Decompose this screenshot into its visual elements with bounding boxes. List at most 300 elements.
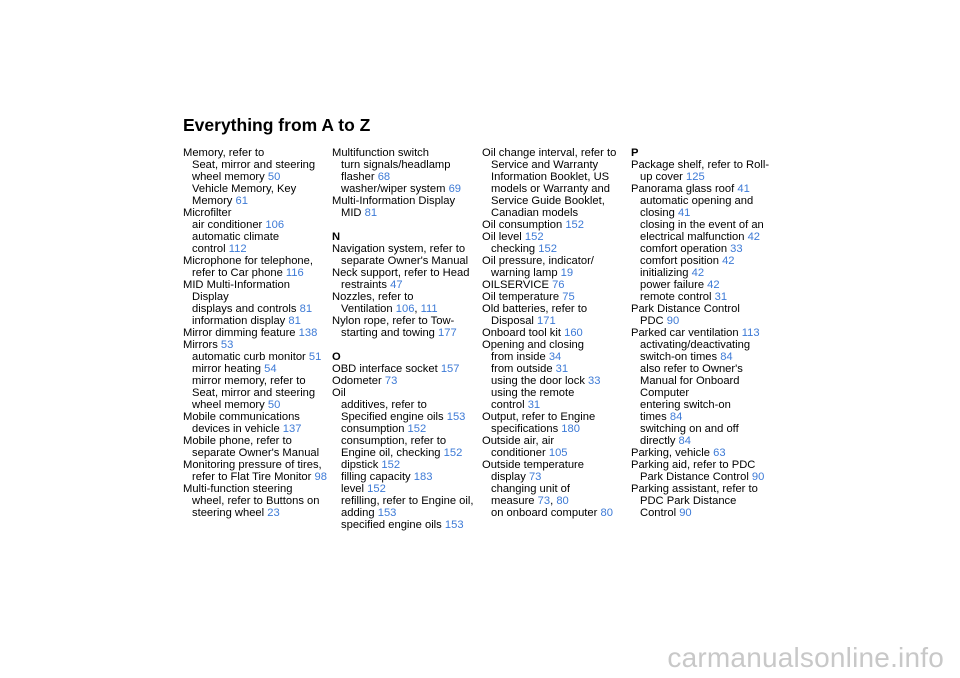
entry-text: Mobile phone, refer to bbox=[183, 435, 292, 447]
entry-text: activating/deactivating bbox=[640, 339, 751, 351]
page-link[interactable]: 125 bbox=[686, 171, 705, 183]
index-subentry bbox=[183, 375, 329, 387]
page-link[interactable]: 31 bbox=[714, 291, 728, 303]
index-subentry bbox=[631, 171, 777, 183]
index-subentry bbox=[482, 171, 628, 183]
entry-text: directly bbox=[640, 435, 676, 447]
entry-text: warning lamp bbox=[491, 267, 558, 279]
entry-text: PDC bbox=[640, 315, 664, 327]
entry-text: starting and towing bbox=[341, 327, 435, 339]
index-entry bbox=[332, 315, 478, 327]
page-link[interactable]: 42 bbox=[722, 255, 735, 267]
page-link[interactable]: 41 bbox=[677, 207, 691, 219]
entry-text: Display bbox=[192, 291, 229, 303]
index-entry bbox=[631, 447, 777, 459]
page-link[interactable]: 50 bbox=[267, 399, 281, 411]
index-entry bbox=[482, 279, 628, 291]
entry-text: Odometer bbox=[332, 375, 382, 387]
entry-text: Opening and closing bbox=[482, 339, 585, 351]
section-letter bbox=[332, 351, 478, 363]
index-subentry bbox=[183, 219, 329, 231]
page-title: Everything from A to Z bbox=[183, 115, 371, 135]
index-subentry bbox=[631, 411, 777, 423]
page-link[interactable]: 63 bbox=[713, 447, 726, 459]
entry-text: Information Booklet, US bbox=[491, 171, 610, 183]
entry-text: specifications bbox=[491, 423, 559, 435]
entry-text: Specified engine oils bbox=[341, 411, 444, 423]
page-link[interactable]: 113 bbox=[741, 327, 760, 339]
entry-text: air conditioner bbox=[192, 219, 263, 231]
entry-text: dipstick bbox=[341, 459, 379, 471]
index-entry bbox=[183, 411, 329, 423]
index-subentry bbox=[631, 507, 777, 519]
entry-text: wheel, refer to Buttons on bbox=[192, 495, 320, 507]
entry-text: OILSERVICE bbox=[482, 279, 549, 291]
page-link[interactable]: 33 bbox=[730, 243, 743, 255]
index-subentry bbox=[631, 399, 777, 411]
entry-text: comfort position bbox=[640, 255, 719, 267]
entry-text: electrical malfunction bbox=[640, 231, 745, 243]
entry-text: MID bbox=[341, 207, 362, 219]
index-subentry bbox=[332, 435, 478, 447]
page-link[interactable]: 153 bbox=[446, 411, 466, 423]
page-link[interactable]: 73 bbox=[384, 375, 398, 387]
index-entry bbox=[482, 231, 628, 243]
entry-text: checking bbox=[491, 243, 536, 255]
entry-text: Package shelf, refer to Roll- bbox=[631, 159, 770, 171]
index-subentry bbox=[332, 279, 478, 291]
page-link[interactable]: 152 bbox=[538, 243, 557, 255]
entry-text: changing unit of bbox=[491, 483, 570, 495]
page-link[interactable]: 152 bbox=[381, 459, 401, 471]
entry-text: Microphone for telephone, bbox=[183, 255, 313, 267]
index-subentry bbox=[183, 195, 329, 207]
entry-text: Microfilter bbox=[183, 207, 232, 219]
page-link[interactable]: 153 bbox=[444, 519, 464, 531]
index-subentry bbox=[183, 243, 329, 255]
page-link[interactable]: 75 bbox=[562, 291, 575, 303]
index-entry bbox=[631, 303, 777, 315]
entry-text: O bbox=[332, 351, 341, 363]
index-entry bbox=[631, 483, 777, 495]
page-link[interactable]: 42 bbox=[707, 279, 720, 291]
index-subentry bbox=[332, 207, 478, 219]
page-link[interactable]: 53 bbox=[220, 339, 234, 351]
index-subentry bbox=[183, 399, 329, 411]
index-entry bbox=[332, 375, 478, 387]
entry-text: devices in vehicle bbox=[192, 423, 280, 435]
index-entry bbox=[332, 243, 478, 255]
entry-text: Output, refer to Engine bbox=[482, 411, 596, 423]
index-subentry bbox=[631, 267, 777, 279]
index-entry bbox=[332, 147, 478, 159]
page-link[interactable]: 105 bbox=[548, 447, 568, 459]
page-link[interactable]: 50 bbox=[267, 171, 281, 183]
index-subentry bbox=[631, 387, 777, 399]
index-subentry bbox=[183, 423, 329, 435]
entry-text: Seat, mirror and steering bbox=[192, 387, 316, 399]
index-entry bbox=[482, 435, 628, 447]
entry-text: filling capacity bbox=[341, 471, 411, 483]
index-subentry bbox=[332, 255, 478, 267]
index-subentry bbox=[332, 423, 478, 435]
index-entry bbox=[183, 279, 329, 291]
entry-text: Oil pressure, indicator/ bbox=[482, 255, 594, 267]
entry-text: P bbox=[631, 147, 639, 159]
index-subentry bbox=[631, 423, 777, 435]
page-link[interactable]: 157 bbox=[440, 363, 460, 375]
index-subentry bbox=[183, 183, 329, 195]
entry-text: on onboard computer bbox=[491, 507, 598, 519]
entry-text: Multifunction switch bbox=[332, 147, 429, 159]
page-link[interactable]: 153 bbox=[377, 507, 397, 519]
page-link[interactable]: 106 bbox=[265, 219, 285, 231]
entry-text: additives, refer to bbox=[341, 399, 427, 411]
entry-text: OBD interface socket bbox=[332, 363, 438, 375]
index-subentry bbox=[482, 159, 628, 171]
index-entry bbox=[332, 195, 478, 207]
index-subentry bbox=[482, 471, 628, 483]
index-subentry bbox=[631, 375, 777, 387]
entry-text: information display bbox=[192, 315, 286, 327]
index-column-2 bbox=[332, 147, 478, 531]
entry-text: Oil change interval, refer to bbox=[482, 147, 617, 159]
entry-text: measure bbox=[491, 495, 535, 507]
index-subentry bbox=[183, 171, 329, 183]
entry-text: Park Distance Control bbox=[631, 303, 740, 315]
entry-text: wheel memory bbox=[192, 171, 265, 183]
page-link[interactable]: 80 bbox=[556, 495, 569, 507]
page-link[interactable]: 112 bbox=[228, 243, 247, 255]
index-subentry bbox=[631, 351, 777, 363]
page-link[interactable]: 106 bbox=[395, 303, 415, 315]
entry-text: flasher bbox=[341, 171, 375, 183]
entry-text: restraints bbox=[341, 279, 388, 291]
entry-text: models or Warranty and bbox=[491, 183, 610, 195]
entry-text: using the door lock bbox=[491, 375, 585, 387]
index-subentry bbox=[482, 363, 628, 375]
index-entry bbox=[183, 255, 329, 267]
entry-text: switching on and off bbox=[640, 423, 739, 435]
index-subentry bbox=[482, 423, 628, 435]
index-subentry bbox=[631, 195, 777, 207]
index-subentry bbox=[183, 495, 329, 507]
entry-text: Parking, vehicle bbox=[631, 447, 710, 459]
entry-text: closing bbox=[640, 207, 675, 219]
page-link[interactable]: 98 bbox=[314, 471, 327, 483]
index-subentry bbox=[631, 207, 777, 219]
index-subentry bbox=[183, 387, 329, 399]
entry-text: Parked car ventilation bbox=[631, 327, 739, 339]
index-subentry bbox=[482, 387, 628, 399]
entry-text: Control bbox=[640, 507, 677, 519]
index-subentry bbox=[332, 507, 478, 519]
entry-text: PDC Park Distance bbox=[640, 495, 737, 507]
page-link[interactable]: 42 bbox=[691, 267, 705, 279]
entry-text: Parking aid, refer to PDC bbox=[631, 459, 756, 471]
entry-text: control bbox=[491, 399, 525, 411]
page-link[interactable]: 152 bbox=[407, 423, 427, 435]
index-column-3 bbox=[482, 147, 628, 519]
index-subentry bbox=[482, 315, 628, 327]
entry-text: Memory bbox=[192, 195, 233, 207]
entry-text: washer/wiper system bbox=[341, 183, 446, 195]
index-subentry bbox=[332, 495, 478, 507]
index-entry bbox=[183, 207, 329, 219]
index-subentry bbox=[631, 363, 777, 375]
entry-text: using the remote bbox=[491, 387, 575, 399]
index-subentry bbox=[183, 507, 329, 519]
index-entry bbox=[482, 303, 628, 315]
entry-text: automatic curb monitor bbox=[192, 351, 306, 363]
index-entry bbox=[332, 387, 478, 399]
entry-text: Neck support, refer to Head bbox=[332, 267, 470, 279]
page-link[interactable]: 73 bbox=[537, 495, 551, 507]
page-link[interactable]: 152 bbox=[565, 219, 584, 231]
page-link[interactable]: 61 bbox=[235, 195, 248, 207]
index-subentry bbox=[482, 207, 628, 219]
page-link[interactable]: 19 bbox=[560, 267, 574, 279]
index-subentry bbox=[482, 507, 628, 519]
page-link[interactable]: 69 bbox=[448, 183, 462, 195]
page-link[interactable]: 90 bbox=[666, 315, 680, 327]
entry-text: Onboard tool kit bbox=[482, 327, 561, 339]
page-link[interactable]: 171 bbox=[537, 315, 556, 327]
entry-text: Vehicle Memory, Key bbox=[192, 183, 297, 195]
index-subentry bbox=[631, 435, 777, 447]
entry-text: Oil consumption bbox=[482, 219, 563, 231]
index-subentry bbox=[183, 291, 329, 303]
index-entry bbox=[183, 459, 329, 471]
index-entry bbox=[332, 363, 478, 375]
entry-text: level bbox=[341, 483, 365, 495]
index-entry bbox=[482, 219, 628, 231]
entry-text: refer to Car phone bbox=[192, 267, 283, 279]
entry-text: Multi-Information Display bbox=[332, 195, 456, 207]
page-link[interactable]: 177 bbox=[438, 327, 457, 339]
index-subentry bbox=[631, 219, 777, 231]
page-link[interactable]: 90 bbox=[751, 471, 765, 483]
index-subentry bbox=[332, 483, 478, 495]
index-subentry bbox=[183, 315, 329, 327]
page-link[interactable]: 152 bbox=[443, 447, 463, 459]
page-link[interactable]: 180 bbox=[561, 423, 580, 435]
index-subentry bbox=[631, 315, 777, 327]
page-link[interactable]: 31 bbox=[527, 399, 541, 411]
page-link[interactable]: 81 bbox=[288, 315, 301, 327]
entry-text: initializing bbox=[640, 267, 689, 279]
entry-text: Multi-function steering bbox=[183, 483, 293, 495]
entry-text: Panorama glass roof bbox=[631, 183, 735, 195]
section-letter bbox=[332, 231, 478, 243]
entry-text: consumption, refer to bbox=[341, 435, 447, 447]
index-subentry bbox=[631, 471, 777, 483]
index-entry bbox=[482, 255, 628, 267]
entry-text: Service Guide Booklet, bbox=[491, 195, 605, 207]
index-subentry: Ventilation 106, 111 bbox=[341, 303, 438, 315]
entry-text: N bbox=[332, 231, 341, 243]
index-entry bbox=[482, 339, 628, 351]
entry-text: adding bbox=[341, 507, 375, 519]
index-subentry bbox=[482, 483, 628, 495]
entry-text: separate Owner's Manual bbox=[192, 447, 320, 459]
watermark: carmanualsonline.info bbox=[667, 642, 944, 673]
index-column-4 bbox=[631, 147, 777, 519]
index-subentry bbox=[482, 351, 628, 363]
entry-text: power failure bbox=[640, 279, 705, 291]
entry-text: Old batteries, refer to bbox=[482, 303, 588, 315]
index-subentry bbox=[482, 447, 628, 459]
entry-text: Nozzles, refer to bbox=[332, 291, 414, 303]
index-subentry bbox=[332, 327, 478, 339]
index-subentry: measure 73, 80 bbox=[491, 495, 569, 507]
page-link[interactable]: 81 bbox=[299, 303, 313, 315]
section-gap bbox=[332, 219, 478, 231]
page-link[interactable]: 138 bbox=[298, 327, 318, 339]
index-subentry bbox=[332, 447, 478, 459]
entry-text: Park Distance Control bbox=[640, 471, 749, 483]
page-link[interactable]: 84 bbox=[720, 351, 733, 363]
index-subentry bbox=[332, 519, 478, 531]
page-link[interactable]: 47 bbox=[390, 279, 403, 291]
index-subentry bbox=[631, 291, 777, 303]
entry-text: Computer bbox=[640, 387, 690, 399]
entry-text: mirror heating bbox=[192, 363, 262, 375]
index-entry bbox=[482, 147, 628, 159]
index-subentry bbox=[631, 231, 777, 243]
entry-text: from outside bbox=[491, 363, 553, 375]
page-link[interactable]: 152 bbox=[367, 483, 386, 495]
page-link[interactable]: 152 bbox=[524, 231, 544, 243]
entry-text: Mobile communications bbox=[183, 411, 300, 423]
page-link[interactable]: 34 bbox=[548, 351, 562, 363]
page-link[interactable]: 116 bbox=[285, 267, 304, 279]
index-column-1 bbox=[183, 147, 329, 519]
entry-text: wheel memory bbox=[192, 399, 265, 411]
index-subentry bbox=[332, 171, 478, 183]
page-link[interactable]: 111 bbox=[420, 303, 438, 315]
entry-text: display bbox=[491, 471, 526, 483]
index-subentry bbox=[631, 255, 777, 267]
index-subentry bbox=[183, 447, 329, 459]
index-subentry bbox=[183, 159, 329, 171]
index-subentry bbox=[183, 351, 329, 363]
entry-text: separate Owner's Manual bbox=[341, 255, 469, 267]
page-link[interactable]: 137 bbox=[282, 423, 302, 435]
page-link[interactable]: 160 bbox=[564, 327, 583, 339]
index-subentry bbox=[482, 267, 628, 279]
index-subentry bbox=[183, 303, 329, 315]
index-entry bbox=[183, 147, 329, 159]
page-link[interactable]: 68 bbox=[377, 171, 391, 183]
entry-text: mirror memory, refer to bbox=[192, 375, 306, 387]
entry-text: switch-on times bbox=[640, 351, 718, 363]
page-link[interactable]: 42 bbox=[747, 231, 761, 243]
page-link[interactable]: 183 bbox=[413, 471, 433, 483]
index-entry bbox=[482, 459, 628, 471]
entry-text: turn signals/headlamp bbox=[341, 159, 451, 171]
index-subentry bbox=[631, 339, 777, 351]
page-link[interactable]: 81 bbox=[364, 207, 378, 219]
index-entry bbox=[183, 483, 329, 495]
index-subentry bbox=[183, 471, 329, 483]
entry-text: Manual for Onboard bbox=[640, 375, 740, 387]
index-subentry bbox=[482, 183, 628, 195]
index-subentry bbox=[332, 159, 478, 171]
entry-text: Navigation system, refer to bbox=[332, 243, 466, 255]
page-link[interactable]: 76 bbox=[552, 279, 565, 291]
entry-text: Mirrors bbox=[183, 339, 218, 351]
entry-text: entering switch-on bbox=[640, 399, 731, 411]
index-entry bbox=[631, 327, 777, 339]
entry-text: Mirror dimming feature bbox=[183, 327, 296, 339]
entry-text: displays and controls bbox=[192, 303, 297, 315]
entry-text: Outside air, air bbox=[482, 435, 555, 447]
entry-text: Service and Warranty bbox=[491, 159, 599, 171]
section-gap bbox=[332, 339, 478, 351]
index-entry bbox=[631, 459, 777, 471]
index-subentry bbox=[482, 195, 628, 207]
page-link[interactable]: 84 bbox=[678, 435, 691, 447]
entry-text: MID Multi-Information bbox=[183, 279, 290, 291]
page-link[interactable]: 73 bbox=[528, 471, 542, 483]
entry-text: remote control bbox=[640, 291, 712, 303]
index-subentry bbox=[332, 459, 478, 471]
entry-text: Engine oil, checking bbox=[341, 447, 441, 459]
index-entry bbox=[482, 327, 628, 339]
index-subentry bbox=[183, 363, 329, 375]
section-letter bbox=[631, 147, 777, 159]
entry-text: specified engine oils bbox=[341, 519, 442, 531]
entry-text: Memory, refer to bbox=[183, 147, 265, 159]
entry-text: times bbox=[640, 411, 667, 423]
page-link[interactable]: 31 bbox=[555, 363, 569, 375]
entry-text: Canadian models bbox=[491, 207, 579, 219]
entry-text: automatic climate bbox=[192, 231, 280, 243]
entry-text: Seat, mirror and steering bbox=[192, 159, 316, 171]
entry-text: up cover bbox=[640, 171, 683, 183]
index-entry bbox=[482, 411, 628, 423]
entry-text: consumption bbox=[341, 423, 405, 435]
page-link[interactable]: 84 bbox=[669, 411, 683, 423]
page-link[interactable]: 23 bbox=[267, 507, 280, 519]
page-link[interactable]: 54 bbox=[264, 363, 277, 375]
entry-text: conditioner bbox=[491, 447, 546, 459]
page-link[interactable]: 51 bbox=[308, 351, 322, 363]
entry-text: comfort operation bbox=[640, 243, 728, 255]
index-subentry bbox=[332, 411, 478, 423]
index-subentry bbox=[482, 243, 628, 255]
page-link[interactable]: 90 bbox=[679, 507, 692, 519]
index-subentry bbox=[332, 183, 478, 195]
index-subentry bbox=[631, 243, 777, 255]
entry-text: refer to Flat Tire Monitor bbox=[192, 471, 312, 483]
entry-text: closing in the event of an bbox=[640, 219, 764, 231]
page-link[interactable]: 80 bbox=[600, 507, 613, 519]
index-subentry bbox=[631, 279, 777, 291]
index-subentry bbox=[631, 495, 777, 507]
index-entry bbox=[631, 183, 777, 195]
entry-text: Ventilation bbox=[341, 303, 393, 315]
entry-text: also refer to Owner's bbox=[640, 363, 743, 375]
entry-text: Monitoring pressure of tires, bbox=[183, 459, 322, 471]
entry-text: refilling, refer to Engine oil, bbox=[341, 495, 474, 507]
entry-text: Nylon rope, refer to Tow- bbox=[332, 315, 455, 327]
index-subentry bbox=[482, 375, 628, 387]
page-link[interactable]: 41 bbox=[737, 183, 750, 195]
entry-text: control bbox=[192, 243, 226, 255]
page-link[interactable]: 33 bbox=[588, 375, 601, 387]
